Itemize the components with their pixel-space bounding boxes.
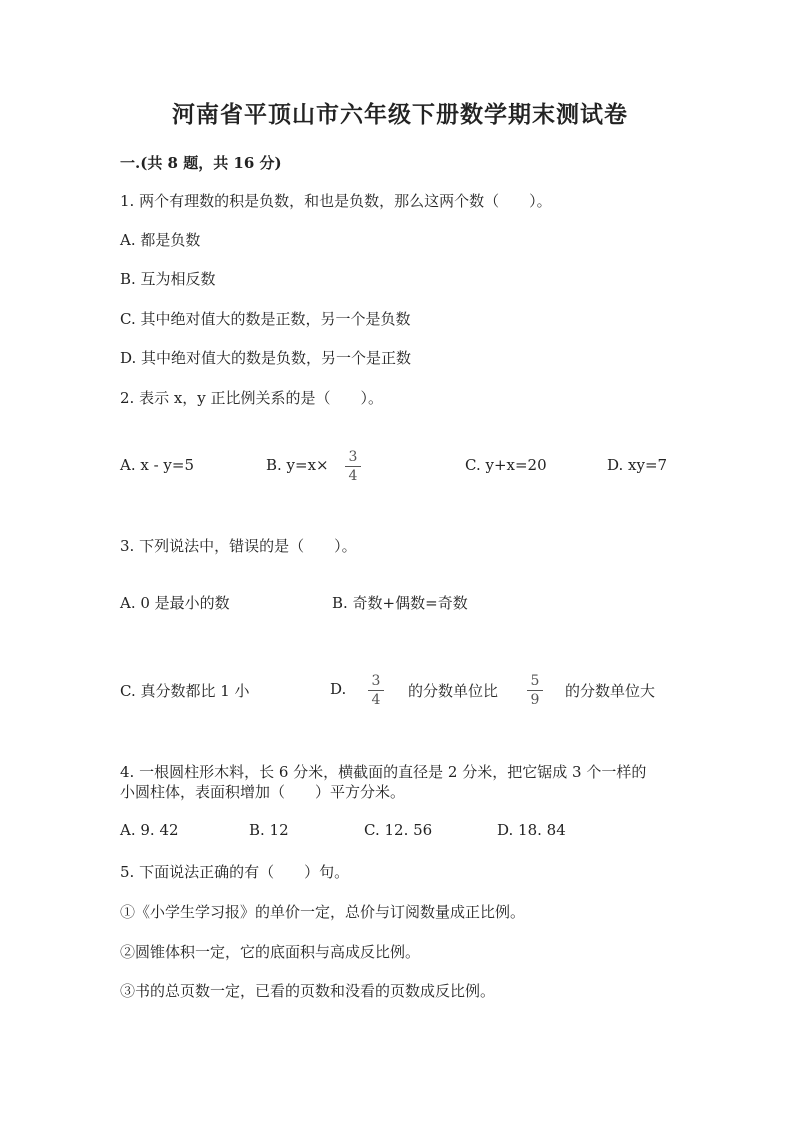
- fraction-bar: [345, 466, 361, 467]
- question-1-option-c: C. 其中绝对值大的数是正数，另一个是负数: [120, 310, 411, 328]
- section-heading: 一.(共 8 题，共 16 分): [120, 154, 282, 172]
- question-1-stem: 1. 两个有理数的积是负数，和也是负数，那么这两个数（ ）。: [120, 192, 552, 210]
- question-3-stem: 3. 下列说法中，错误的是（ ）。: [120, 537, 357, 555]
- question-4-option-d: D. 18. 84: [497, 821, 566, 839]
- question-3-option-b: B. 奇数+偶数=奇数: [332, 594, 468, 612]
- question-2-option-c: C. y+x=20: [465, 456, 547, 474]
- question-4-stem-line-1: 4. 一根圆柱形木料，长 6 分米，横截面的直径是 2 分米，把它锯成 3 个一样的: [120, 763, 647, 781]
- question-4-stem-line-2: 小圆柱体，表面积增加（ ）平方分米。: [120, 783, 406, 801]
- page-title: 河南省平顶山市六年级下册数学期末测试卷: [172, 101, 628, 128]
- question-3-option-d-fraction-1: [368, 673, 384, 708]
- fraction-numerator: 5: [530, 673, 540, 689]
- question-3-option-d-fraction-2: [527, 673, 543, 708]
- question-3-option-d: D.: [330, 680, 347, 698]
- fraction-denominator: 4: [348, 468, 358, 484]
- question-2-option-b: B. y=x×: [266, 456, 329, 474]
- question-1-option-b: B. 互为相反数: [120, 270, 216, 288]
- question-1-option-a: A. 都是负数: [120, 231, 201, 249]
- question-2-stem: 2. 表示 x，y 正比例关系的是（ ）。: [120, 389, 384, 407]
- fraction-bar: [368, 690, 384, 691]
- question-3-option-d-end: 的分数单位大: [565, 682, 656, 700]
- question-3-option-d-middle: 的分数单位比: [408, 682, 499, 700]
- question-4-option-c: C. 12. 56: [364, 821, 433, 839]
- question-5-statement-1: ①《小学生学习报》的单价一定，总价与订阅数量成正比例。: [120, 903, 526, 921]
- question-3-option-a: A. 0 是最小的数: [120, 594, 230, 612]
- question-5-stem: 5. 下面说法正确的有（ ）句。: [120, 863, 350, 881]
- question-4-option-b: B. 12: [249, 821, 289, 839]
- question-5-statement-3: ③书的总页数一定，已看的页数和没看的页数成反比例。: [120, 982, 496, 1000]
- question-5-statement-2: ②圆锥体积一定，它的底面积与高成反比例。: [120, 943, 421, 961]
- question-2-option-d: D. xy=7: [607, 456, 668, 474]
- fraction-bar: [527, 690, 543, 691]
- question-2-option-a: A. x - y=5: [120, 456, 195, 474]
- fraction-denominator: 4: [371, 692, 381, 708]
- question-3-option-c: C. 真分数都比 1 小: [120, 682, 250, 700]
- fraction-numerator: 3: [371, 673, 381, 689]
- fraction-denominator: 9: [530, 692, 540, 708]
- question-1-option-d: D. 其中绝对值大的数是负数，另一个是正数: [120, 349, 412, 367]
- question-2-option-b-fraction: [345, 449, 361, 484]
- fraction-numerator: 3: [348, 449, 358, 465]
- question-4-option-a: A. 9. 42: [120, 821, 179, 839]
